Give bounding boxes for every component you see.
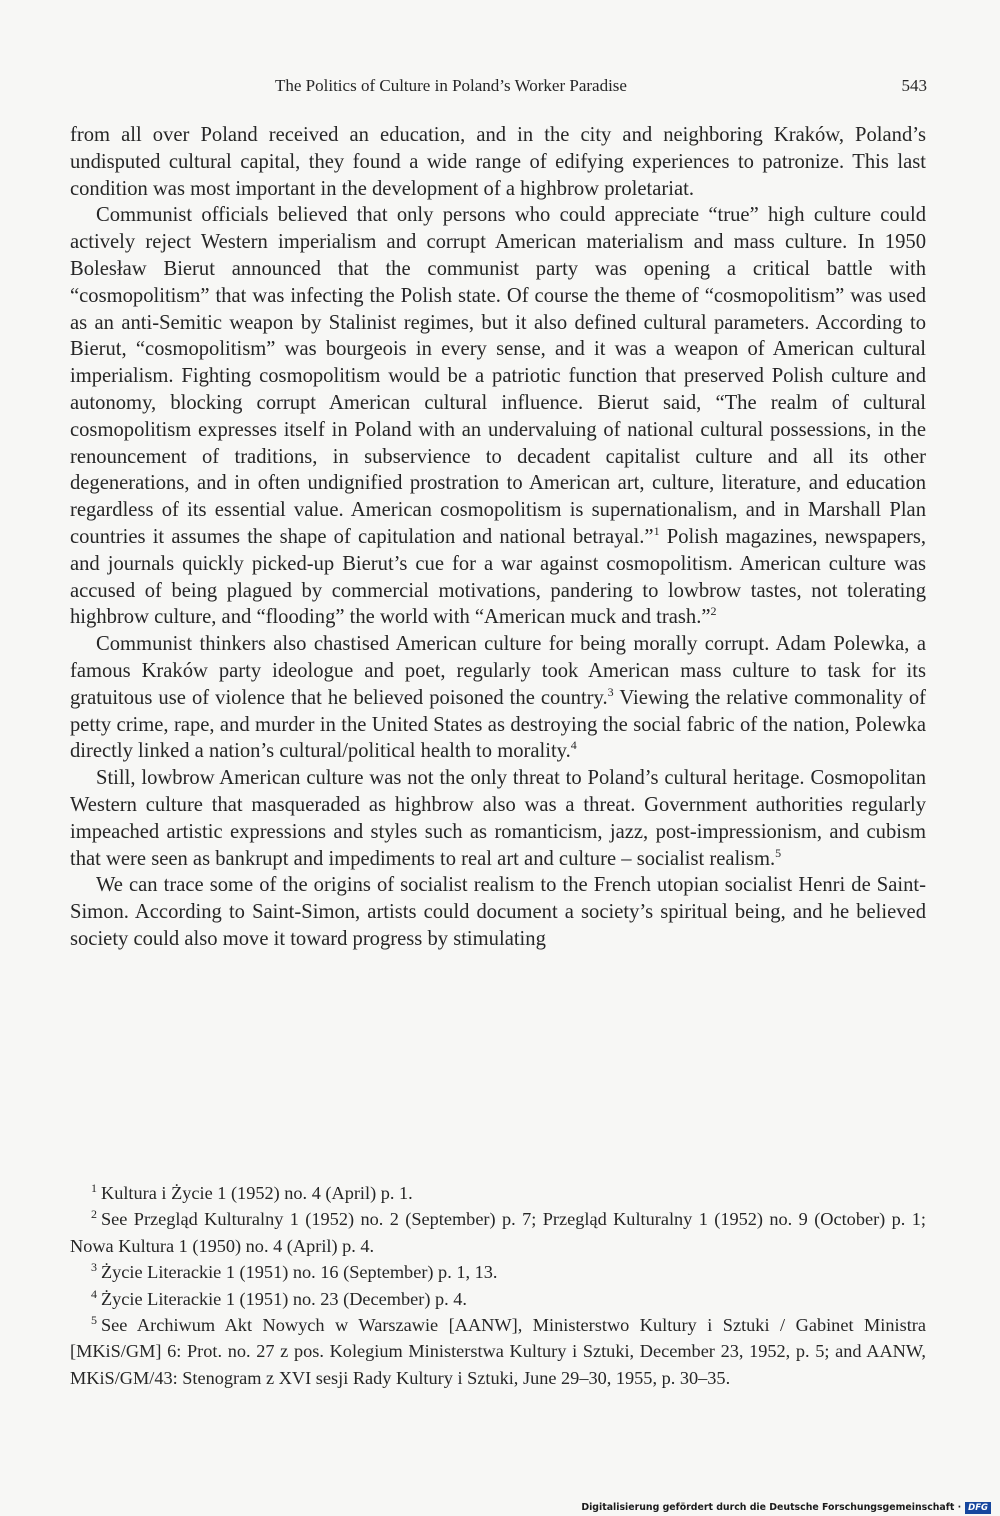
body-paragraph: [70, 202, 926, 631]
paragraph-text: Viewing the relative commonality of petty crime, rape, and murder in the United States as destroying the social fabric of the nation, Polewka directly linked a nation’s cultural/political health to morality.: [70, 686, 927, 763]
footnote-number: 2: [91, 1207, 97, 1222]
footnote-ref: 3: [607, 684, 614, 699]
digitization-banner: [581, 1501, 991, 1514]
footnote: [70, 1259, 926, 1285]
footnote-text: Kultura i Życie 1 (1952) no. 4 (April) p. 1.: [101, 1183, 413, 1203]
paragraph-text: Polish magazines, newspapers, and journals quickly picked-up Bierut’s cue for a war against cosmopolitism. American culture was accused of being plagued by commercial motivations, pandering to lowbrow tastes, not tolerating highbrow culture, and “flooding” the world with “American muck and trash.”: [70, 525, 926, 629]
footnote-text: See Przegląd Kulturalny 1 (1952) no. 2 (September) p. 7; Przegląd Kulturalny 1 (1952) no. 9 (October) p. 1; Nowa Kultura 1 (1950) no. 4 (April) p. 4.: [70, 1209, 926, 1256]
footnote-number: 1: [91, 1180, 97, 1195]
footnote: [70, 1312, 926, 1391]
footnote-ref: 2: [710, 604, 717, 619]
paragraph-text: from all over Poland received an education, and in the city and neighboring Kraków, Poland’s undisputed cultural capital, they found a wide range of edifying experiences to patronize. This last condition was most important in the development of a highbrow proletariat.: [70, 124, 926, 200]
footnote-number: 5: [91, 1312, 97, 1327]
footnote-ref: 4: [570, 738, 577, 753]
footnote-number: 3: [91, 1260, 97, 1275]
body-paragraph: [70, 122, 926, 202]
paragraph-text: Communist thinkers also chastised American culture for being morally corrupt. Adam Polewka, a famous Kraków party ideologue and poet, regularly took American mass culture to task for its gratuitous use of violence that he believed poisoned the country.: [70, 633, 926, 709]
digitization-note: Digitalisierung gefördert durch die Deutsche Forschungsgemeinschaft ·: [581, 1502, 962, 1513]
dfg-logo: DFG: [965, 1502, 991, 1514]
footnote: [70, 1180, 926, 1206]
footnote-text: Życie Literackie 1 (1951) no. 16 (September) p. 1, 13.: [101, 1262, 498, 1283]
footnote: [70, 1206, 926, 1259]
footnotes: [70, 1180, 926, 1391]
paragraph-text: Still, lowbrow American culture was not the only threat to Poland’s cultural heritage. Cosmopolitan Western culture that masqueraded as highbrow also was a threat. Government authorities regularly impeached artistic expressions and styles such as romanticism, jazz, post-impressionism, and cubism that were seen as bankrupt and impediments to real art and culture – socialist realism.: [70, 767, 926, 870]
footnote-ref: 1: [653, 524, 660, 539]
footnote-text: See Archiwum Akt Nowych w Warszawie [AANW], Ministerstwo Kultury i Sztuki / Gabinet Ministra [MKiS/GM] 6: Prot. no. 27 z pos. Kolegium Ministerstwa Kultury i Sztuki, December 23, 1952, p. 5; and AANW, MKiS/GM/43: Stenogram z XVI sesji Rady Kultury i Sztuki, June 29–30, 1955, p. 30–35.: [70, 1315, 926, 1388]
body-paragraph: [70, 631, 926, 765]
running-title: The Politics of Culture in Poland’s Worker Paradise: [275, 76, 627, 95]
paragraph-text: We can trace some of the origins of socialist realism to the French utopian socialist Henri de Saint-Simon. According to Saint-Simon, artists could document a society’s spiritual being, and he believed society could also move it toward progress by stimulating: [70, 874, 926, 950]
body-text: [70, 122, 926, 953]
footnote-ref: 5: [775, 845, 782, 860]
body-paragraph: [70, 872, 926, 952]
running-header: [0, 76, 1000, 102]
footnote-number: 4: [91, 1286, 97, 1301]
footnote: [70, 1286, 926, 1312]
footnote-text: Życie Literackie 1 (1951) no. 23 (December) p. 4.: [101, 1288, 467, 1309]
body-paragraph: [70, 765, 926, 872]
page-number: 543: [901, 76, 927, 95]
paragraph-text: Communist officials believed that only persons who could appreciate “true” high culture could actively reject Western imperialism and corrupt American materialism and mass culture. In 1950 Bolesław Bierut announced that the communist party was opening a critical battle with “cosmopolitism” that was infecting the Polish state. Of course the theme of “cosmopolitism” was used as an anti-Semitic weapon by Stalinist regimes, but it also defined cultural parameters. According to Bierut, “cosmopolitism” was bourgeois in every sense, and it was a weapon of American cultural imperialism. Fighting cosmopolitism would be a patriotic function that preserved Polish culture and autonomy, blocking corrupt American cultural influence. Bierut said, “The realm of cultural cosmopolitism expresses itself in Poland with an undervaluing of national cultural possessions, in the renouncement of traditions, in subservience to decadent capitalist culture and all its other degenerations, and in often undignified prostration to American art, culture, literature, and education regardless of its essential value. American cosmopolitism is supernationalism, and in Marshall Plan countries it assumes the shape of capitulation and national betrayal.”: [70, 204, 926, 548]
